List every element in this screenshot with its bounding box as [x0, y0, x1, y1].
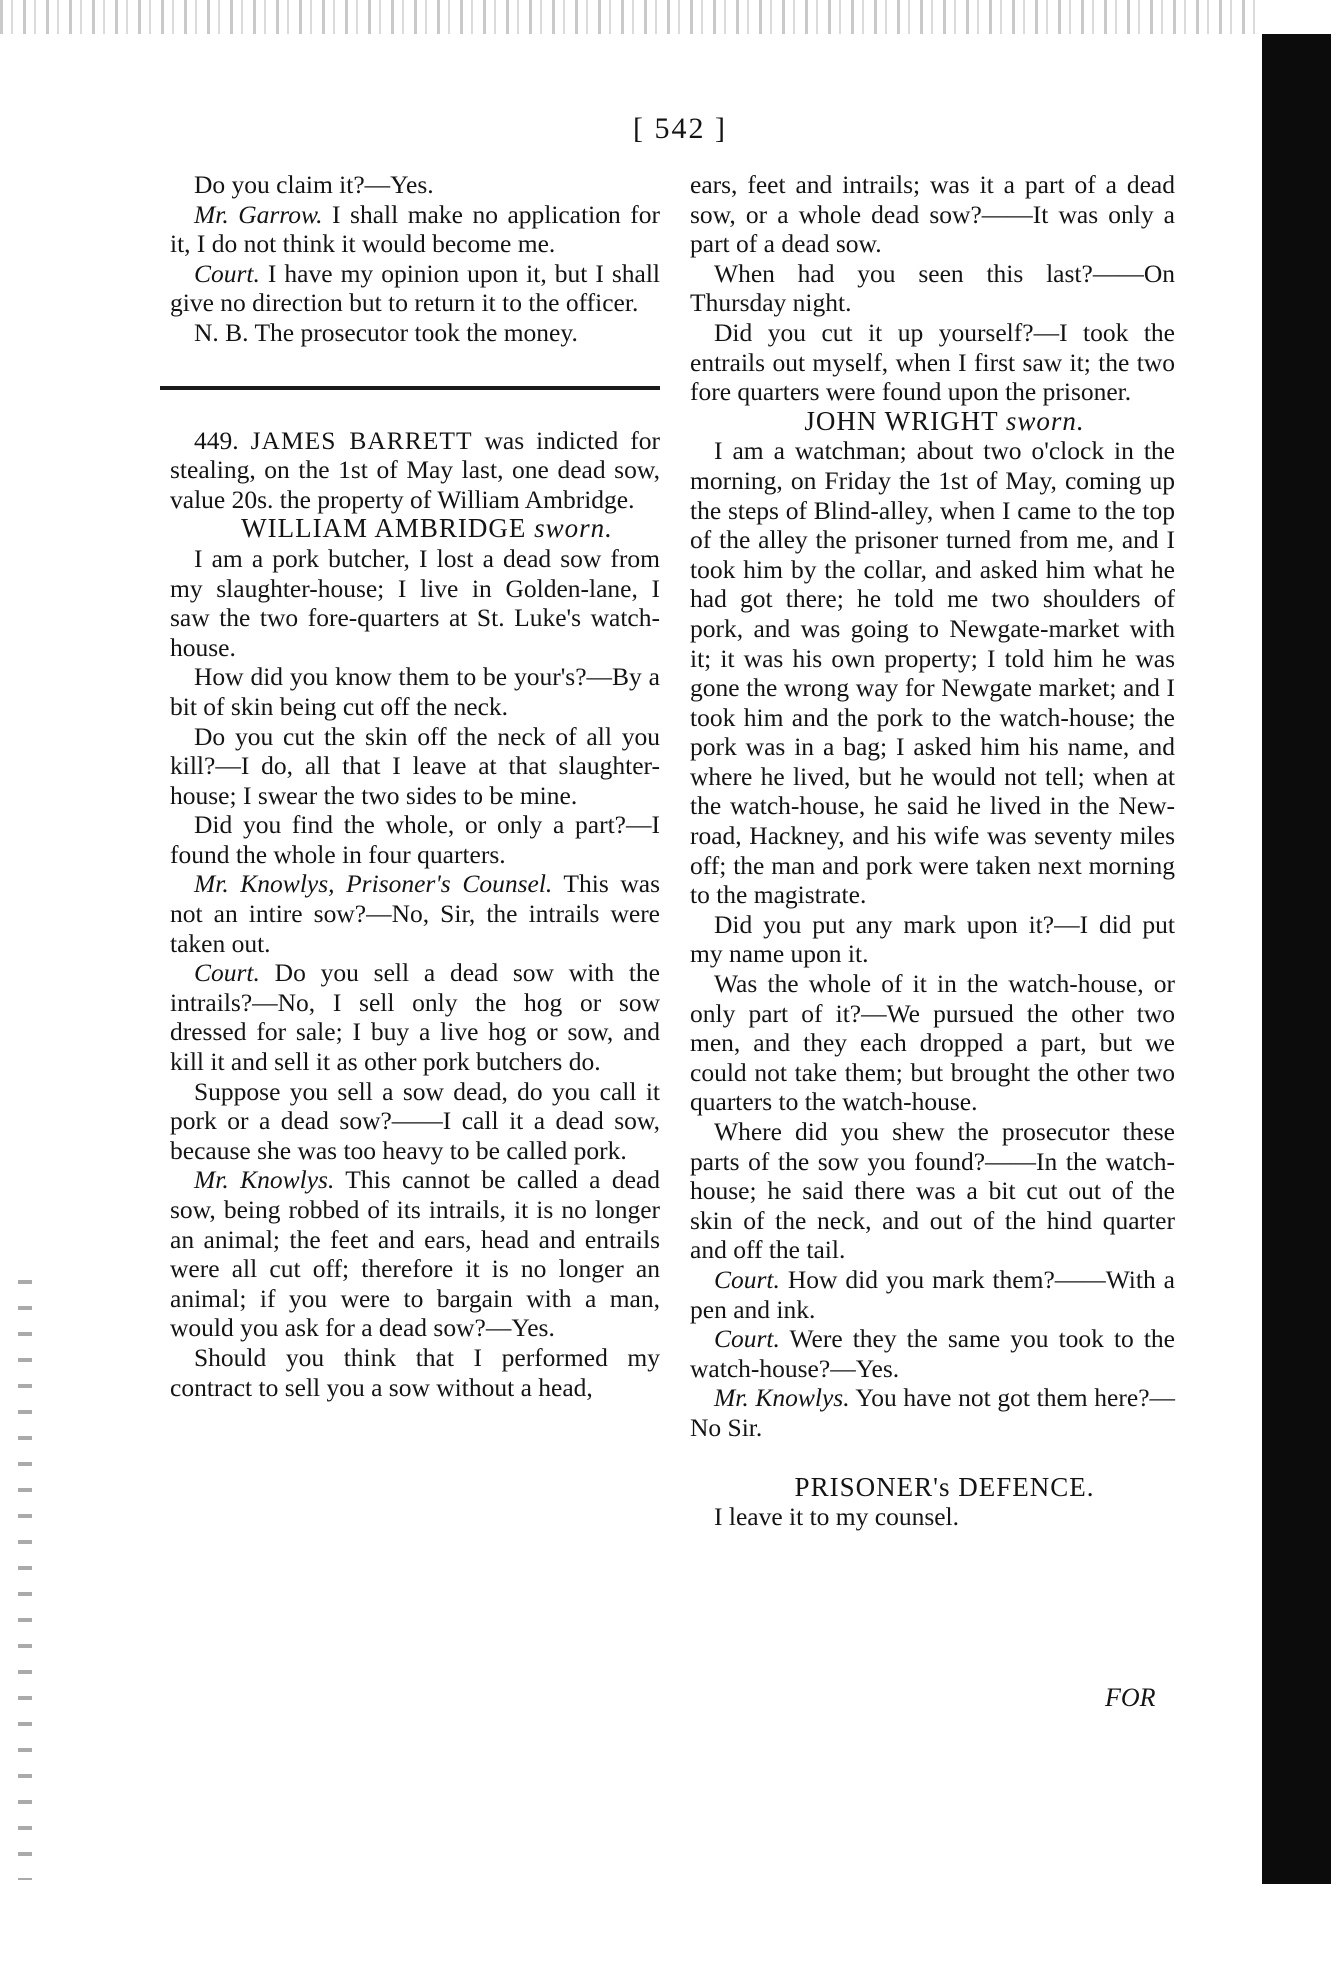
paragraph: Suppose you sell a sow dead, do you call it pork or a dead sow?——I call it a dead sow, because she was too heavy to be called pork.: [170, 1076, 660, 1165]
paragraph: Was the whole of it in the watch-house, or only part of it?—We pursued the other two men, and they each dropped a part, but we could not take them; but brought the other two quarters to the watch-house.: [690, 969, 1175, 1117]
paragraph: How did you know them to be your's?—By a bit of skin being cut off the neck.: [170, 662, 660, 721]
paragraph: Court. I have my opinion upon it, but I shall give no direction but to return it to the officer.: [170, 258, 660, 318]
section-divider: [160, 386, 660, 390]
paragraph: I am a watchman; about two o'clock in the morning, on Friday the 1st of May, coming up the steps of Blind-alley, when I came to the top of the alley the prisoner turned from me, and I took him by the collar, and asked him what he had got there; he told me two shoulders of pork, and was going to Newgate-market with it; it was his own property; I told him he was gone the wrong way for Newgate market; and I took him and the pork to the watch-house; the pork was in a bag; I asked him his name, and where he lived, but he would not tell; when at the watch-house, he said he lived in the New-road, Hackney, and his wife was seventy miles off; the man and pork were taken next morning to the magistrate.: [690, 436, 1175, 910]
defence-heading: PRISONER's DEFENCE.: [794, 1471, 1095, 1502]
paragraph: Do you cut the skin off the neck of all you kill?—I do, all that I leave at that slaughter-house; I swear the two sides to be mine.: [170, 721, 660, 810]
paragraph: Mr. Garrow. I shall make no application for it, I do not think it would become me.: [170, 199, 660, 259]
speaker: Mr. Knowlys.: [714, 1383, 850, 1413]
entry-number: 449.: [194, 425, 239, 455]
paragraph: Court. How did you mark them?——With a pen and ink.: [690, 1264, 1175, 1324]
indictment: 449. JAMES BARRETT was indicted for stealing, on the 1st of May last, one dead sow, value 20s. the property of William Ambridge.: [170, 425, 660, 514]
page-number: [ 542 ]: [633, 112, 727, 145]
speaker: Court.: [714, 1264, 780, 1294]
paragraph: Did you find the whole, or only a part?—I found the whole in four quarters.: [170, 810, 660, 869]
speaker: Mr. Garrow.: [194, 199, 323, 229]
paragraph: Did you cut it up yourself?—I took the entrails out myself, when I first saw it; the two fore quarters were found upon the prisoner.: [690, 317, 1175, 407]
paragraph: When had you seen this last?——On Thursday night.: [690, 258, 1175, 318]
witness-heading: WILLIAM AMBRIDGE sworn.: [241, 513, 613, 544]
paragraph: Should you think that I performed my contract to sell you a sow without a head,: [170, 1342, 660, 1402]
left-column: [170, 170, 660, 1402]
speaker: Court.: [194, 958, 260, 988]
catchword: FOR: [1105, 1683, 1156, 1712]
scan-edge-noise: [0, 0, 1260, 34]
scan-border-bar: [1262, 34, 1331, 1884]
speaker: Mr. Knowlys.: [194, 1165, 335, 1195]
speaker: Court.: [714, 1324, 780, 1354]
speaker: Court.: [194, 258, 260, 288]
paragraph: Court. Were they the same you took to the watch-house?—Yes.: [690, 1324, 1175, 1383]
paragraph: Court. Do you sell a dead sow with the intrails?—No, I sell only the hog or sow dressed for sale; I buy a live hog or sow, and kill it and sell it as other pork butchers do.: [170, 958, 660, 1077]
paragraph: ears, feet and intrails; was it a part of a dead sow, or a whole dead sow?——It was only a part of a dead sow.: [690, 170, 1175, 259]
note: N. B. The prosecutor took the money.: [194, 317, 578, 347]
paragraph: Mr. Knowlys. You have not got them here?—No Sir.: [690, 1383, 1176, 1442]
margin-marks: [18, 1280, 32, 1880]
witness-heading: JOHN WRIGHT sworn.: [804, 405, 1085, 436]
paragraph: Do you claim it?—Yes.: [194, 170, 434, 199]
paragraph: Where did you shew the prosecutor these parts of the sow you found?——In the watch-house; he said there was a bit cut out of the skin of the neck, and out of the hind quarter and off the tail.: [690, 1117, 1175, 1265]
paragraph: Mr. Knowlys. This cannot be called a dead sow, being robbed of its intrails, it is no longer an animal; the feet and ears, head and entrails were all cut off; therefore it is no longer an animal; if you were to bargain with a man, would you ask for a dead sow?—Yes.: [170, 1165, 660, 1343]
paragraph: I am a pork butcher, I lost a dead sow from my slaughter-house; I live in Golden-lane, I saw the two fore-quarters at St. Luke's watch-house.: [170, 543, 660, 662]
paragraph: I leave it to my counsel.: [714, 1502, 960, 1532]
right-column: [690, 170, 1175, 1532]
speaker: Mr. Knowlys, Prisoner's Counsel.: [194, 869, 553, 899]
paragraph: Mr. Knowlys, Prisoner's Counsel. This was not an intire sow?—No, Sir, the intrails were taken out.: [170, 869, 661, 958]
paragraph: Did you put any mark upon it?—I did put my name upon it.: [690, 909, 1175, 969]
defendant-name: JAMES BARRETT: [250, 425, 473, 455]
